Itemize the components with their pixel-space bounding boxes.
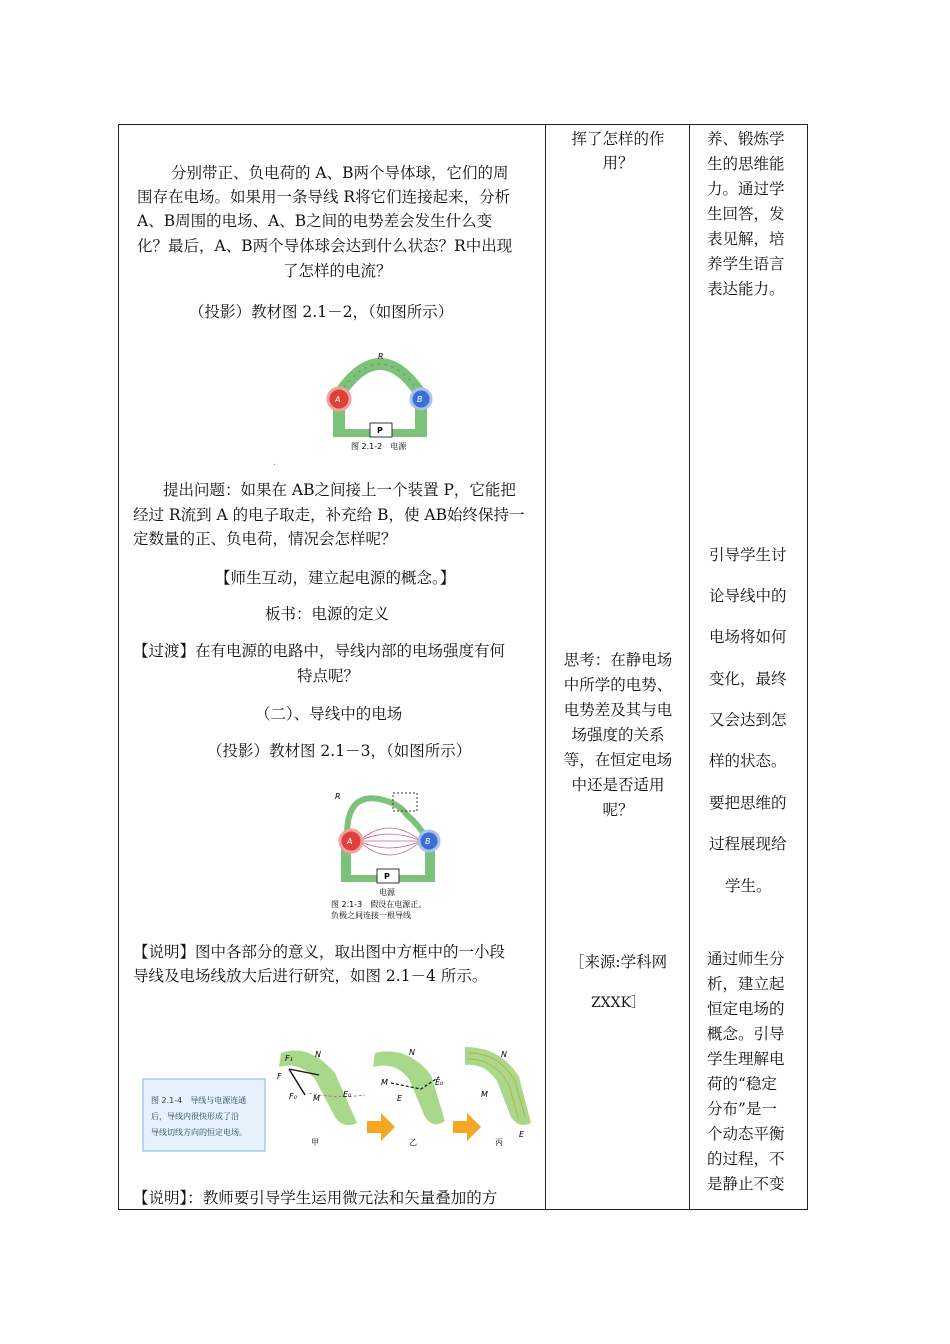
paragraph-line: 经过 R流到 A 的电子取走，补充给 B，使 AB始终保持一 (133, 506, 525, 524)
caption-line: 导线切线方向的恒定电场。 (151, 1128, 247, 1137)
label-E0: E₀ (343, 1090, 352, 1099)
paragraph-line: 分别带正、负电荷的 A、B两个导体球，它们的周 (171, 164, 509, 182)
text-line: 论导线中的 (709, 587, 787, 605)
wire-R (340, 364, 420, 393)
label-B: B (425, 837, 431, 846)
figure-caption: 图 2.1-2 电源 (351, 442, 407, 451)
text-line: 场强度的关系 (571, 726, 665, 744)
section-heading: （二）、导线中的电场 (255, 705, 403, 723)
text-line: 生的思维能 (707, 155, 785, 173)
text-line: 变化，最终 (709, 670, 787, 688)
text-line: 引导学生讨 (709, 546, 787, 564)
label-jia: 甲 (311, 1138, 319, 1147)
paragraph-line: 特点呢？ (297, 667, 360, 685)
text-line: 分布”是一 (707, 1100, 777, 1118)
paragraph-line: 【说明】图中各部分的意义，取出图中方框中的一小段 (133, 943, 506, 961)
paragraph-line: 定数量的正、负电荷，情况会怎样呢？ (133, 530, 397, 548)
caption-line: 负极之间连接一根导线 (331, 911, 411, 920)
text-line: 过程展现给 (709, 835, 787, 853)
label-N: N (501, 1050, 507, 1059)
source-note: ［来源:学科网 (568, 953, 668, 971)
text-line: 析，建立起 (707, 975, 785, 993)
paragraph-line: 导线及电场线放大后进行研究，如图 2.1－4 所示。 (133, 967, 488, 985)
text-line: 中所学的电势、 (563, 676, 673, 694)
paragraph-line: 【过渡】在有电源的电路中，导线内部的电场强度有何 (133, 642, 506, 660)
text-line: 养、锻炼学 (707, 130, 785, 148)
paragraph-line: 化？最后，A、B两个导体球会达到什么状态？R中出现 (137, 237, 513, 255)
dot-mark: . (273, 457, 277, 468)
projection-note: （投影）教材图 2.1－3，（如图所示） (207, 742, 472, 760)
paragraph-line: 围存在电场。如果用一条导线 R将它们连接起来，分析 (137, 188, 511, 206)
paragraph-line: 了怎样的电流？ (283, 262, 392, 280)
label-F0: F₀ (289, 1092, 297, 1101)
text-line: 养学生语言 (707, 255, 785, 273)
label-R: R (335, 792, 341, 801)
label-yi: 乙 (409, 1138, 417, 1147)
teaching-process-column (119, 125, 545, 1209)
text-line: 个动态平衡 (707, 1125, 785, 1143)
label-R: R (378, 352, 384, 361)
label-B: B (417, 395, 423, 404)
paragraph-line: 提出问题：如果在 AB之间接上一个装置 P，它能把 (163, 481, 516, 499)
lesson-table (118, 124, 808, 1210)
text-line: 又会达到怎 (709, 711, 787, 729)
interaction-note: 【师生互动，建立起电源的概念。】 (215, 569, 456, 587)
label-M: M (381, 1078, 388, 1087)
text-line: 的过程，不 (707, 1150, 785, 1168)
label-A: A (335, 395, 341, 404)
caption-line: 后，导线内很快形成了沿 (151, 1112, 239, 1121)
label-M: M (481, 1090, 488, 1099)
text-line: 通过师生分 (707, 950, 785, 968)
source-note: ZXXK］ (590, 995, 646, 1011)
text-line: 学生理解电 (707, 1050, 785, 1068)
figure-2-1-3 (329, 785, 449, 923)
field-lines (359, 828, 421, 855)
text-line: 用？ (602, 154, 634, 172)
label-F: F (277, 1072, 282, 1081)
label-N: N (409, 1048, 415, 1057)
text-line: 是静止不变 (707, 1175, 785, 1193)
label-M: M (313, 1094, 320, 1103)
column-divider (689, 125, 690, 1209)
paragraph-line: 【说明】：教师要引导学生运用微元法和矢量叠加的方 (133, 1189, 498, 1207)
text-line: 学生。 (725, 877, 772, 895)
text-line: 要把思维的 (709, 794, 787, 812)
figure-2-1-2 (315, 343, 445, 453)
text-line: 等，在恒定电场 (563, 751, 673, 769)
wire-segment-bing (465, 1047, 531, 1125)
label-F1: F₁ (285, 1054, 293, 1063)
text-line: 荷的“稳定 (707, 1075, 777, 1093)
projection-note: （投影）教材图 2.1－2，（如图所示） (189, 303, 454, 321)
text-line: 样的状态。 (709, 752, 787, 770)
arrow-right-icon (367, 1113, 395, 1141)
paragraph-line: A、B周围的电场、A、B之间的电势差会发生什么变 (137, 212, 493, 230)
caption-line: 图 2.1-4 导线与电源连通 (151, 1096, 247, 1105)
label-P: P (384, 872, 390, 881)
wire-segment-yi (373, 1051, 445, 1124)
figure-2-1-4 (139, 1033, 543, 1165)
text-line: 表达能力。 (707, 280, 785, 298)
text-line: 表见解，培 (707, 230, 785, 248)
text-line: 思考：在静电场 (563, 651, 673, 669)
column-divider (545, 125, 546, 1209)
arrow-right-icon (453, 1113, 481, 1141)
text-line: 电势差及其与电 (563, 701, 673, 719)
label-E: E (397, 1094, 403, 1103)
board-note: 板书：电源的定义 (265, 605, 390, 623)
label-A: A (347, 837, 353, 846)
caption-line: 电源 (379, 888, 395, 897)
text-line: 恒定电场的 (707, 1000, 785, 1018)
text-line: 中还是否适用 (571, 776, 665, 794)
label-E: E (519, 1130, 525, 1139)
text-line: 电场将如何 (709, 628, 787, 646)
label-bing: 丙 (495, 1138, 503, 1147)
text-line: 挥了怎样的作 (571, 130, 665, 148)
text-line: 呢？ (602, 801, 634, 819)
text-line: 生回答，发 (707, 205, 785, 223)
student-activity-column (547, 125, 689, 1209)
label-N: N (315, 1050, 321, 1059)
text-line: 力。通过学 (707, 180, 785, 198)
label-P: P (377, 426, 383, 435)
caption-line: 图 2.1-3 假设在电源正、 (331, 900, 427, 909)
text-line: 概念。引导 (707, 1025, 785, 1043)
design-intent-column (691, 125, 807, 1209)
label-E0: E₀ (435, 1078, 444, 1087)
